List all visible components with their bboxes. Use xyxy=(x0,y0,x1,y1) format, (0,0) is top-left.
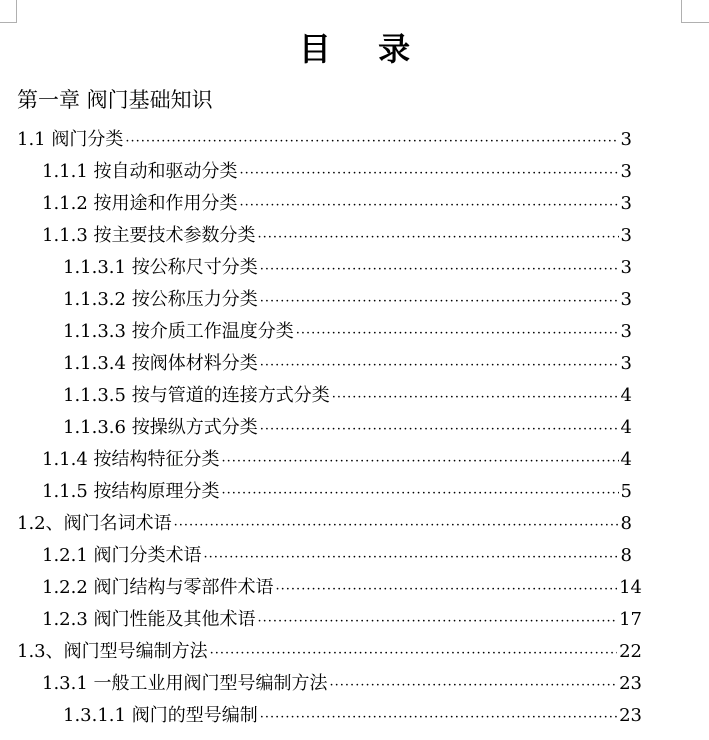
toc-leader-dots xyxy=(222,447,619,477)
toc-entry-page-number: 17 xyxy=(619,609,642,630)
toc-entry[interactable] xyxy=(42,605,642,635)
toc-entry-page-number: 8 xyxy=(620,513,632,534)
toc-entry[interactable] xyxy=(63,285,632,315)
toc-entry-page-number: 3 xyxy=(620,225,632,246)
toc-entry[interactable] xyxy=(42,573,642,603)
toc-entry-label: 1.3、阀门型号编制方法 xyxy=(17,641,208,662)
toc-entry[interactable] xyxy=(63,317,632,347)
toc-entry-page-number: 8 xyxy=(620,545,632,566)
toc-entry-label: 1.3.1 一般工业用阀门型号编制方法 xyxy=(42,673,328,694)
toc-leader-dots xyxy=(240,191,619,221)
toc-leader-dots xyxy=(174,511,619,541)
toc-leader-dots xyxy=(260,287,619,317)
toc-entry-page-number: 3 xyxy=(620,161,632,182)
toc-entry[interactable] xyxy=(63,349,632,379)
toc-entry[interactable] xyxy=(17,509,632,539)
toc-entry[interactable] xyxy=(42,445,632,475)
toc-entry[interactable] xyxy=(42,189,632,219)
toc-entry[interactable] xyxy=(42,157,632,187)
toc-entry-label: 1.1 阀门分类 xyxy=(17,129,124,150)
toc-entry-label: 1.2.2 阀门结构与零部件术语 xyxy=(42,577,274,598)
toc-entry-label: 1.1.1 按自动和驱动分类 xyxy=(42,161,238,182)
toc-entry-label: 1.1.3 按主要技术参数分类 xyxy=(42,225,256,246)
toc-entry-label: 1.2.1 阀门分类术语 xyxy=(42,545,202,566)
toc-leader-dots xyxy=(204,543,619,573)
toc-entry-page-number: 4 xyxy=(620,449,632,470)
toc-entry-label: 1.1.5 按结构原理分类 xyxy=(42,481,220,502)
toc-entry[interactable] xyxy=(42,221,632,251)
toc-entry-page-number: 22 xyxy=(619,641,642,662)
toc-entry[interactable] xyxy=(17,125,632,155)
toc-leader-dots xyxy=(332,383,619,413)
toc-entry[interactable] xyxy=(17,637,642,667)
toc-entry-page-number: 23 xyxy=(619,705,642,726)
toc-leader-dots xyxy=(210,639,617,669)
toc-entry-page-number: 3 xyxy=(620,257,632,278)
toc-entry-label: 1.1.3.2 按公称压力分类 xyxy=(63,289,258,310)
toc-entry[interactable] xyxy=(63,253,632,283)
toc-entry-page-number: 23 xyxy=(619,673,642,694)
toc-leader-dots xyxy=(296,319,619,349)
toc-entry-label: 1.1.3.6 按操纵方式分类 xyxy=(63,417,258,438)
toc-entry-label: 1.3.1.1 阀门的型号编制 xyxy=(63,705,258,726)
toc-entry-label: 1.2、阀门名词术语 xyxy=(17,513,172,534)
toc-entry-label: 1.1.3.5 按与管道的连接方式分类 xyxy=(63,385,330,406)
toc-leader-dots xyxy=(260,351,619,381)
toc-entry[interactable] xyxy=(63,413,632,443)
toc-leader-dots xyxy=(260,703,617,733)
toc-entry-page-number: 3 xyxy=(620,289,632,310)
toc-entry-page-number: 5 xyxy=(620,481,632,502)
chapter-heading: 第一章 阀门基础知识 xyxy=(17,88,213,112)
toc-entry-page-number: 3 xyxy=(620,129,632,150)
toc-leader-dots xyxy=(240,159,619,189)
toc-entry[interactable] xyxy=(63,701,642,731)
toc-entry-label: 1.2.3 阀门性能及其他术语 xyxy=(42,609,256,630)
toc-leader-dots xyxy=(260,415,619,445)
toc-leader-dots xyxy=(258,223,619,253)
toc-entry-label: 1.1.3.1 按公称尺寸分类 xyxy=(63,257,258,278)
toc-leader-dots xyxy=(258,607,618,637)
toc-leader-dots xyxy=(330,671,618,701)
toc-entry-label: 1.1.2 按用途和作用分类 xyxy=(42,193,238,214)
toc-entry[interactable] xyxy=(63,381,632,411)
toc-leader-dots xyxy=(260,255,619,285)
page-corner-mark-left xyxy=(0,0,17,23)
toc-entry[interactable] xyxy=(42,477,632,507)
toc-entry-page-number: 3 xyxy=(620,321,632,342)
toc-entry-page-number: 14 xyxy=(619,577,642,598)
toc-entry-label: 1.1.3.4 按阀体材料分类 xyxy=(63,353,258,374)
toc-entry[interactable] xyxy=(42,669,642,699)
toc-entry-label: 1.1.3.3 按介质工作温度分类 xyxy=(63,321,294,342)
toc-entry-page-number: 4 xyxy=(620,385,632,406)
toc-entry-page-number: 4 xyxy=(620,417,632,438)
page-corner-mark-right xyxy=(681,0,709,23)
toc-entry[interactable] xyxy=(42,541,632,571)
toc-entry-page-number: 3 xyxy=(620,193,632,214)
toc-entry-label: 1.1.4 按结构特征分类 xyxy=(42,449,220,470)
page-title: 目 录 xyxy=(298,30,429,68)
toc-leader-dots xyxy=(125,127,618,157)
toc-entry-page-number: 3 xyxy=(620,353,632,374)
toc-leader-dots xyxy=(276,575,618,605)
toc-leader-dots xyxy=(222,479,619,509)
